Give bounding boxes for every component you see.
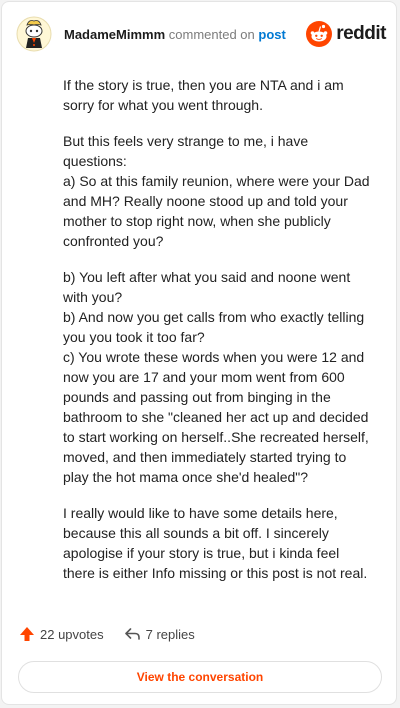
reply-arrow-icon xyxy=(124,626,141,642)
comment-paragraph: But this feels very strange to me, i have questions: a) So at this family reunion, where were your Dad and MH? Really noone stood up and told your mother to stop right now, when she publicly confronted you? xyxy=(63,133,370,249)
reddit-logo-icon xyxy=(306,21,332,47)
upvotes-stat[interactable] xyxy=(19,626,104,642)
header-text xyxy=(64,27,286,42)
snoo-avatar[interactable] xyxy=(16,16,52,52)
upvotes-count: 22 upvotes xyxy=(40,626,104,642)
comment-paragraph: I really would like to have some details here, because this all sounds a bit off. I sincerely apologise if your story is true, but i kinda feel there is either Info missing or this post is not real. xyxy=(63,505,368,581)
comment-card xyxy=(1,1,397,705)
replies-stat[interactable] xyxy=(124,626,195,642)
comment-paragraph: b) You left after what you said and noone went with you? b) And now you get calls from who exactly telling you you took it too far? c) You wrote these words when you were 12 and now you are 17 and your mom went from 600 pounds and passing out from binging in the bathroom to she "cleaned her act up and decided to start working on herself..She recreated herself, moved, and then immediately started trying to play the hot mama once she'd healed"? xyxy=(63,269,369,485)
replies-count: 7 replies xyxy=(145,626,195,642)
reddit-wordmark: reddit xyxy=(336,23,386,44)
view-conversation-button[interactable]: View the conversation xyxy=(18,661,382,693)
upvote-arrow-icon xyxy=(19,626,35,642)
commented-on-label: commented on xyxy=(168,27,255,42)
username-link[interactable]: MadameMimmm xyxy=(64,27,166,42)
comment-header xyxy=(16,16,386,52)
post-link[interactable]: post xyxy=(258,27,286,42)
comment-footer xyxy=(19,626,195,642)
comment-paragraph: If the story is true, then you are NTA and i am sorry for what you went through. xyxy=(63,77,344,113)
comment-body xyxy=(63,75,373,599)
reddit-brand[interactable] xyxy=(306,21,386,47)
